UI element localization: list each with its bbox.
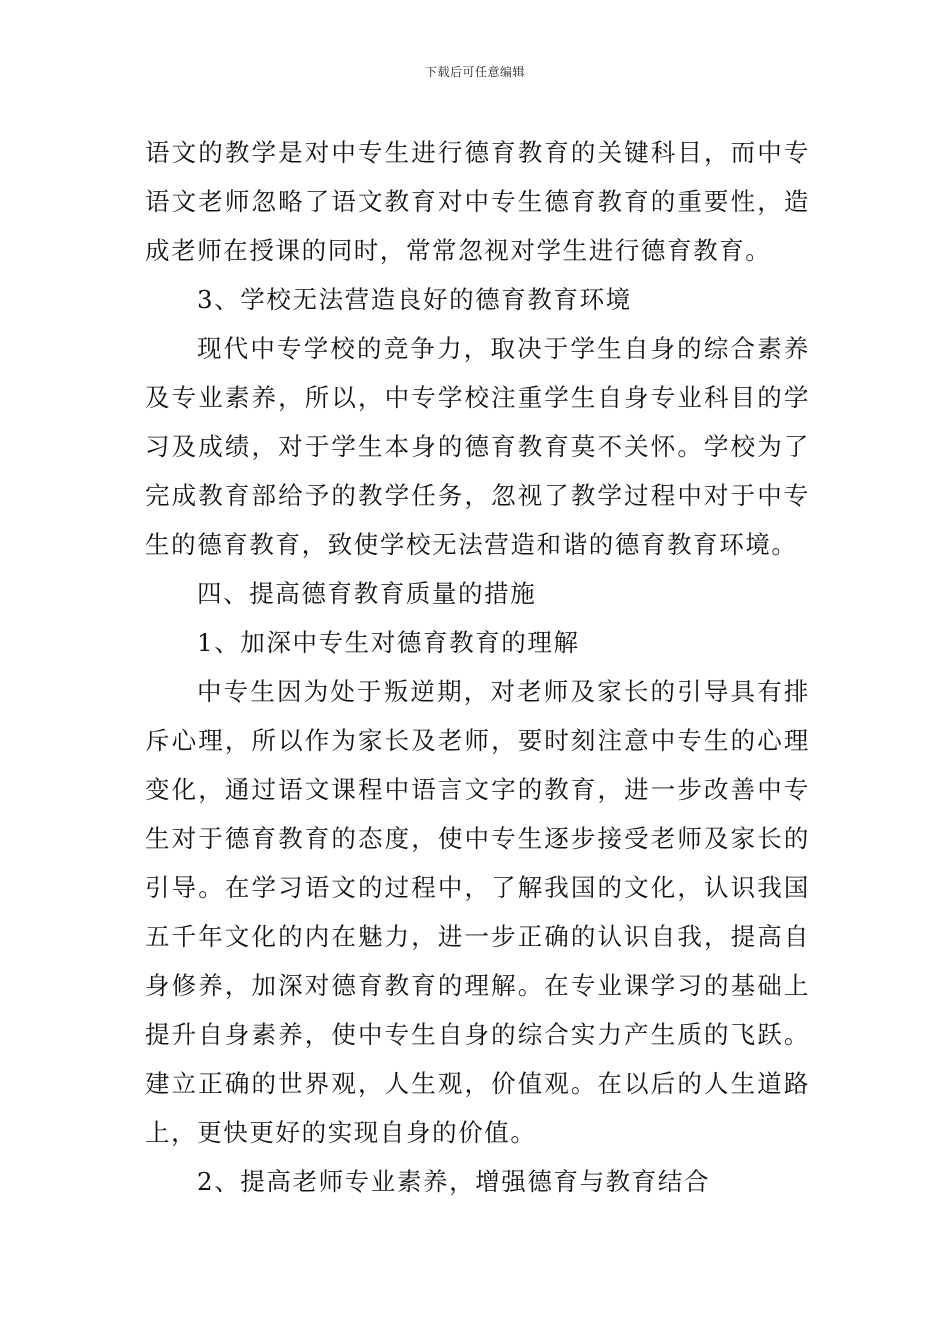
subsection-heading-1: 1、加深中专生对德育教育的理解 [197,628,580,657]
paragraph-continuation: 语文的教学是对中专生进行德育教育的关键科目，而中专语文老师忽略了语文教育对中专生德育教育的重要性，造成老师在授课的同时，常常忽视对学生进行德育教育。 [145,138,810,265]
page-header-note: 下载后可任意编辑 [424,65,525,79]
document-body [145,128,810,1206]
paragraph-understanding: 中专生因为处于叛逆期，对老师及家长的引导具有排斥心理，所以作为家长及老师，要时刻注意中专生的心理变化，通过语文课程中语言文字的教育，进一步改善中专生对于德育教育的态度，使中专生逐步接受老师及家长的引导。在学习语文的过程中，了解我国的文化，认识我国五千年文化的内在魅力，进一步正确的认识自我，提高自身修养，加深对德育教育的理解。在专业课学习的基础上提升自身素养，使中专生自身的综合实力产生质的飞跃。建立正确的世界观，人生观，价值观。在以后的人生道路上，更快更好的实现自身的价值。 [145,677,810,1147]
subsection-heading-2: 2、提高老师专业素养，增强德育与教育结合 [197,1167,711,1196]
section-heading-4: 四、提高德育教育质量的措施 [197,579,537,608]
paragraph-school-environment: 现代中专学校的竞争力，取决于学生自身的综合素养及专业素养，所以，中专学校注重学生自身专业科目的学习及成绩，对于学生本身的德育教育莫不关怀。学校为了完成教育部给予的教学任务，忽视了教学过程中对于中专生的德育教育，致使学校无法营造和谐的德育教育环境。 [145,334,810,559]
section-heading-3: 3、学校无法营造良好的德育教育环境 [197,285,632,314]
